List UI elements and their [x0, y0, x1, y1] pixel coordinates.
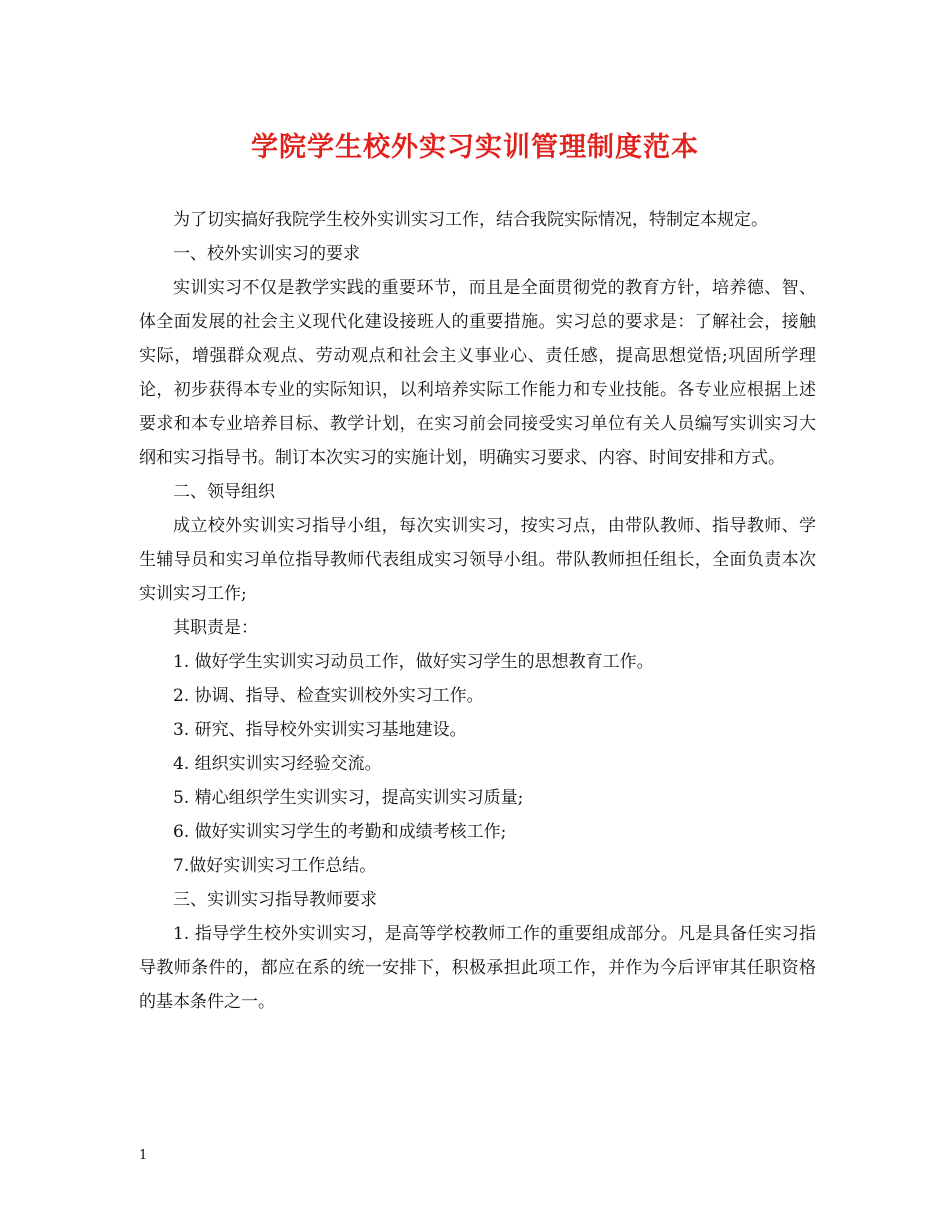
- duty-item-1: 1. 做好学生实训实习动员工作，做好实习学生的思想教育工作。: [173, 652, 654, 672]
- section-heading-leadership: 二、领导组织: [173, 482, 275, 502]
- duty-item-5: 5. 精心组织学生实训实习，提高实训实习质量;: [173, 788, 524, 808]
- duty-item-7: 7.做好实训实习工作总结。: [173, 856, 377, 876]
- duties-heading: 其职责是：: [173, 618, 258, 638]
- duty-item-3: 3. 研究、指导校外实训实习基地建设。: [173, 720, 467, 740]
- duty-item-6: 6. 做好实训实习学生的考勤和成绩考核工作;: [173, 822, 507, 842]
- leadership-paragraph: 成立校外实训实习指导小组，每次实训实习，按实习点，由带队教师、指导教师、学生辅导员和实习单位指导教师代表组成实习领导小组。带队教师担任组长，全面负责本次实训实习工作;: [139, 516, 816, 604]
- document-body: [139, 203, 816, 1019]
- document-title: 学院学生校外实习实训管理制度范本: [251, 132, 699, 163]
- duty-item-4: 4. 组织实训实习经验交流。: [173, 754, 382, 774]
- duty-item-2: 2. 协调、指导、检查实训校外实习工作。: [173, 686, 484, 706]
- intro-paragraph: 为了切实搞好我院学生校外实训实习工作，结合我院实际情况，特制定本规定。: [173, 210, 768, 230]
- instructor-paragraph-1: 1. 指导学生校外实训实习，是高等学校教师工作的重要组成部分。凡是具备任实习指导教师条件的，都应在系的统一安排下，积极承担此项工作，并作为今后评审其任职资格的基本条件之一。: [139, 924, 816, 1012]
- requirements-paragraph: 实训实习不仅是教学实践的重要环节，而且是全面贯彻党的教育方针，培养德、智、体全面发展的社会主义现代化建设接班人的重要措施。实习总的要求是：了解社会，接触实际，增强群众观点、劳动观点和社会主义事业心、责任感，提高思想觉悟;巩固所学理论，初步获得本专业的实际知识，以利培养实际工作能力和专业技能。各专业应根据上述要求和本专业培养目标、教学计划，在实习前会同接受实习单位有关人员编写实训实习大纲和实习指导书。制订本次实习的实施计划，明确实习要求、内容、时间安排和方式。: [139, 278, 816, 468]
- section-heading-instructor: 三、实训实习指导教师要求: [173, 890, 377, 910]
- page-number: 1: [139, 1148, 148, 1163]
- section-heading-requirements: 一、校外实训实习的要求: [173, 244, 360, 264]
